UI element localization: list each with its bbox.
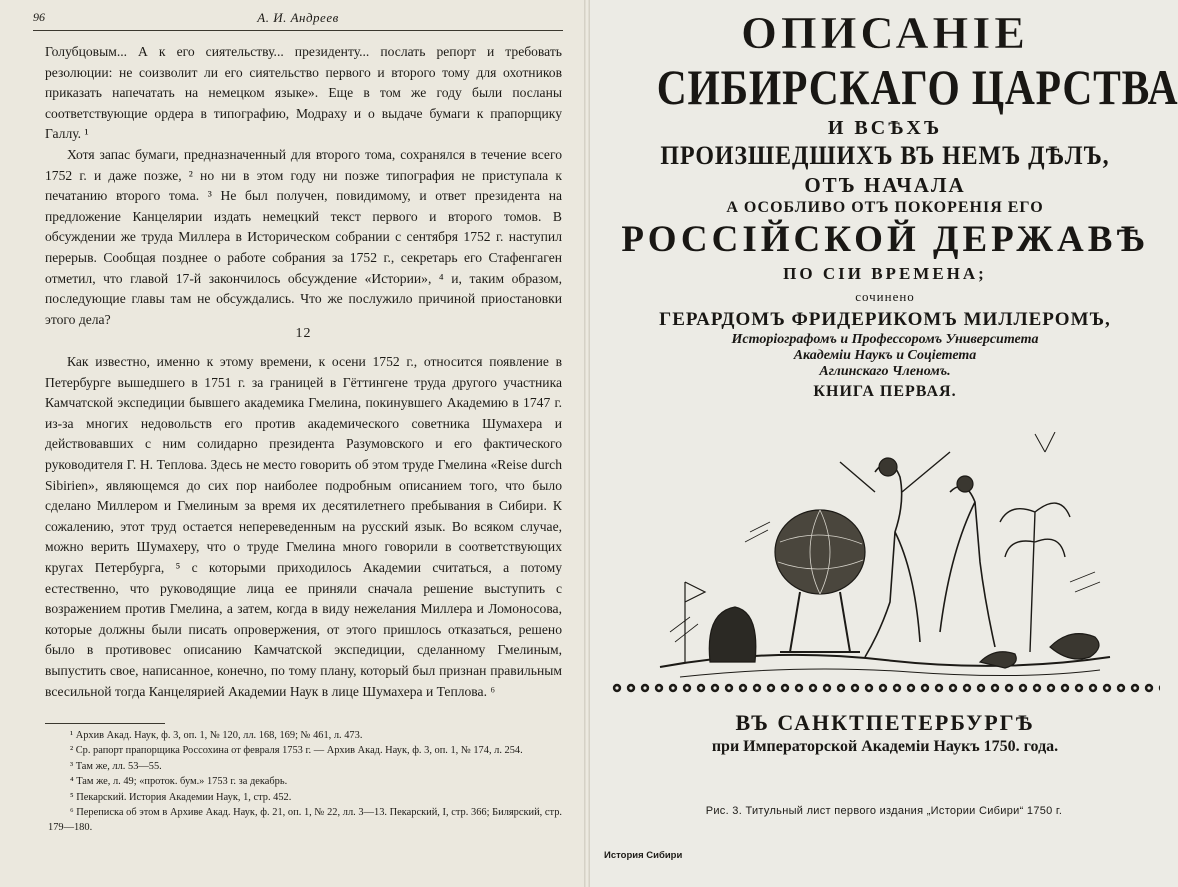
running-head bbox=[33, 8, 563, 31]
footnote: ³ Там же, лл. 53—55. bbox=[70, 760, 162, 772]
right-book-page bbox=[590, 0, 1178, 887]
continuation-text bbox=[45, 42, 562, 330]
page-number: 96 bbox=[33, 10, 45, 24]
title-line: ПО СІИ ВРЕМЕНА; bbox=[783, 264, 987, 283]
footnote: ⁵ Пекарский. История Академии Наук, 1, стр. 452. bbox=[70, 791, 292, 803]
paragraph: Хотя запас бумаги, предназначенный для второго тома, сохранялся в течение всего 1752 г. и даже позже, ² но ни в этом году ни позже типография не приступала к печатанию второго тома. ³ Не был получен, повидимому, и ответ президента на предложение Канцелярии издать немецкий текст первого и второго томов. В обсуждении же труда Миллера в Историческом собрании с сентября 1752 г. наступил перерыв. Сообщая позднее о работе собрания за 1752 г., секретарь его Стафенгаген отметил, что главой 17-й закончилось обсуждение «Истории», ⁴ и, таким образом, последующие главы там не обсуждались. Что же послужило причиной приостановки этого дела? bbox=[45, 146, 562, 327]
section-text bbox=[45, 352, 562, 702]
author-title-line: Исторіографомъ и Профессоромъ Университета bbox=[731, 332, 1039, 347]
title-line: ОТЪ НАЧАЛА bbox=[804, 173, 966, 197]
title-line: ОПИСАНІЕ bbox=[741, 7, 1029, 58]
author-title-line: Аглинскаго Членомъ. bbox=[819, 364, 951, 379]
title-line: И ВСѢХЪ bbox=[827, 117, 943, 139]
footnote: ⁴ Там же, л. 49; «проток. бум.» 1753 г. за декабрь. bbox=[70, 776, 288, 788]
signature-mark: История Сибири bbox=[604, 850, 683, 861]
title-page-text bbox=[610, 7, 1178, 404]
section-number: 12 bbox=[295, 326, 312, 341]
imprint-press: при Императорской Академіи Наукъ 1750. года. bbox=[711, 738, 1059, 755]
author-line: ГЕРАРДОМЪ ФРИДЕРИКОМЪ МИЛЛЕРОМЪ, bbox=[659, 309, 1111, 330]
title-line: РОССІЙСКОЙ ДЕРЖАВѢ bbox=[621, 219, 1149, 260]
title-line: сочинено bbox=[855, 289, 915, 304]
footnotes bbox=[48, 728, 562, 836]
figure-caption: Рис. 3. Титульный лист первого издания „Истории Сибири“ 1750 г. bbox=[705, 805, 1063, 817]
title-line: А ОСОБЛИВО ОТЪ ПОКОРЕНІЯ ЕГО bbox=[726, 199, 1044, 216]
paragraph: Как известно, именно к этому времени, к осени 1752 г., относится появление в Петербурге вышедшего в 1751 г. за границей в Гёттингене труда другого участника Камчатской экспедиции бывшего академика Гмелина, покинувшего Академию в 1747 г. из-за многих недовольств его против академического советника Шумахера и действовавших с ним солидарно президента Разумовского и его фактического руководителя Г. Н. Теплова. Здесь не место говорить об этом труде Гмелина «Reise durch Sibirien», являющемся до сих пор наиболее подробным описанием того, что было сделано Миллером и Гмелиным за время их десятилетнего пребывания в Сибири. К сожалению, этот труд остается непереведенным на русский язык. Во всяком случае, можно верить Шумахеру, что о труде Гмелина много говорили в соответствующих кругах Петербурга, ⁵ с которыми приходилось Академии считаться, а потому естественно, что руководящие лица ее приняли сначала решение выступить с возражением против Гмелина, а затем, когда в виду нежелания Миллера и Ломоносова, которые должны были писать опровержения, от этого пришлось отказаться, решено было в противовес описанию Камчатской экспедиции, сделанному Гмелиным, выпустить свое, написанное, конечно, по тому плану, который был признан правильным всесильной тогда Канцелярией Академии Наук в лице Шумахера и Теплова. ⁶ bbox=[45, 354, 562, 699]
paragraph: Голубцовым... А к его сиятельству... президенту... послать репорт и требовать резолюции: не соизволит ли его сиятельство первого и второго тому для охотников приказать напечатать на немецком языке». Еще в том же году были посланы соответствующие ордера в типографию, Модраху и о выдаче бумаги к прапорщику Галлу. ¹ bbox=[45, 44, 562, 142]
ornament-border bbox=[610, 681, 1160, 695]
imprint bbox=[610, 710, 1160, 758]
footnote-divider bbox=[45, 723, 165, 724]
footnote: ² Ср. рапорт прапорщика Россохина от февраля 1753 г. — Архив Акад. Наук, ф. 3, оп. 1, № 174, л. 254. bbox=[70, 745, 523, 757]
title-line: СИБИРСКАГО ЦАРСТВА bbox=[656, 59, 1178, 115]
engraving-vignette bbox=[650, 432, 1120, 690]
volume-line: КНИГА ПЕРВАЯ. bbox=[813, 383, 957, 400]
running-head-author: А. И. Андреев bbox=[257, 10, 339, 25]
author-title-line: Академіи Наукъ и Соціетета bbox=[793, 348, 977, 363]
title-line: ПРОИЗШЕДШИХЪ ВЪ НЕМЪ ДѢЛЪ, bbox=[660, 141, 1110, 170]
footnote: ¹ Архив Акад. Наук, ф. 3, оп. 1, № 120, лл. 168, 169; № 461, л. 473. bbox=[70, 730, 363, 741]
footnote: ⁶ Переписка об этом в Архиве Акад. Наук, ф. 21, оп. 1, № 22, лл. 3—13. Пекарский, I, стр. 366; Билярский, стр. 179—180. bbox=[48, 807, 562, 834]
left-book-page bbox=[0, 0, 584, 887]
imprint-city: ВЪ САНКТПЕТЕРБУРГѢ bbox=[735, 710, 1035, 735]
